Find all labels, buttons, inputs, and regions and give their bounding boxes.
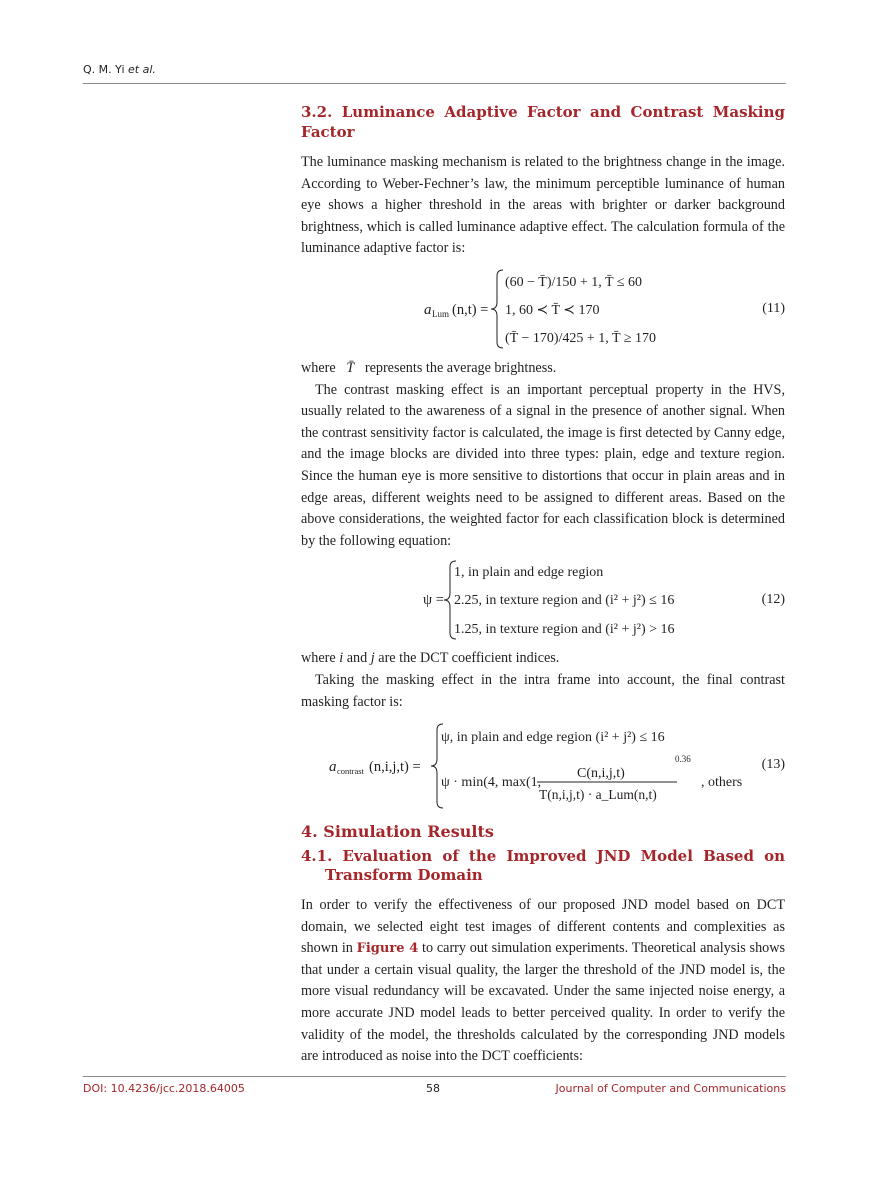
author-etal: et al. — [128, 63, 156, 76]
eq13-exponent: 0.36 — [675, 754, 691, 765]
paragraph-final-contrast: Taking the masking effect in the intra frame into account, the final contrast masking factor is: — [301, 671, 785, 710]
eq13-numerator: C(n,i,j,t) — [577, 766, 625, 782]
eq12-lhs: ψ = — [423, 592, 444, 609]
equation-13-graphic — [301, 719, 785, 811]
eq11-lhs-sub: Lum — [432, 308, 449, 319]
running-header-author — [83, 63, 156, 76]
footer-journal-link[interactable]: Journal of Computer and Communications — [555, 1082, 786, 1095]
where2-text-b: are the DCT coefficient indices. — [378, 650, 560, 667]
where2-and: and — [346, 650, 368, 667]
eq13-lhs-args: (n,i,j,t) = — [369, 759, 421, 776]
eq13-case-2-pre: ψ · min(4, max(1, — [441, 775, 542, 791]
paragraph-contrast-masking: The contrast masking effect is an important perceptual property in the HVS, usually related to the awareness of a signal in the presence of another signal. When the contrast sensitivity factor is calculated, the image is first detected by Canny edge, and the image blocks are divided into three types: plain, edge and texture region. Since the human eye is more sensitive to distortions that occur in plain areas and in edge areas, different weights need to be assigned to different areas. Based on the above considerations, the weighted factor for each classification block is determined by the following equation: — [301, 381, 785, 549]
footer-rule — [83, 1076, 786, 1077]
where2-i: i — [339, 650, 344, 667]
section-heading-3-2: 3.2. Luminance Adaptive Factor and Contrast Masking Factor — [301, 103, 785, 141]
eq12-case-2: 2.25, in texture region and (i² + j²) ≤ 16 — [454, 593, 675, 609]
where1-symbol: T̄ — [346, 359, 355, 376]
footer-doi-link[interactable]: DOI: 10.4236/jcc.2018.64005 — [83, 1082, 245, 1095]
equation-12-graphic — [301, 556, 785, 644]
footer-page-number: 58 — [426, 1082, 440, 1095]
equation-number-13: (13) — [761, 757, 785, 773]
eq13-case-2-post: , others — [701, 775, 743, 791]
paragraph-simulation — [301, 895, 785, 1068]
where-dct-indices — [301, 648, 785, 670]
where-average-brightness — [301, 358, 785, 380]
eq13-denominator: T(n,i,j,t) · a_Lum(n,t) — [539, 787, 657, 803]
eq11-brace — [491, 270, 503, 348]
eq11-case-3: (T̄ − 170)/425 + 1, T̄ ≥ 170 — [505, 330, 657, 346]
where2-text-a: where — [301, 650, 336, 667]
eq12-case-1: 1, in plain and edge region — [454, 565, 604, 581]
where2-j: j — [370, 650, 375, 667]
equation-12 — [301, 556, 785, 644]
section-heading-4-1: 4.1. Evaluation of the Improved JND Model Based on Transform Domain — [301, 847, 785, 885]
eq13-lhs-a: a — [329, 759, 337, 776]
where1-text-a: where — [301, 359, 336, 376]
figure-4-link[interactable]: Figure 4 — [356, 941, 419, 957]
main-content — [301, 100, 785, 1068]
eq13-lhs-sub: contrast — [337, 766, 364, 777]
section-heading-4: 4. Simulation Results — [301, 822, 494, 842]
simulation-text-b: to carry out simulation experiments. Theoretical analysis shows that under a certain visual quality, the larger the threshold of the JND model is, the more visual redundancy will be excavated. Under the same injected noise energy, a more accurate JND model leads to better perceived quality. In order to verify the validity of the model, the thresholds calculated by the corresponding JND models are introduced as noise into the DCT coefficients: — [301, 940, 786, 1065]
author-name: Q. M. Yi — [83, 63, 125, 76]
where1-text-b: represents the average brightness. — [364, 359, 557, 376]
eq11-case-1: (60 − T̄)/150 + 1, T̄ ≤ 60 — [505, 274, 643, 290]
equation-number-12: (12) — [761, 592, 785, 608]
equation-11-graphic — [301, 264, 785, 354]
eq11-lhs-a: a — [424, 301, 432, 318]
eq12-case-3: 1.25, in texture region and (i² + j²) > 16 — [454, 622, 675, 638]
eq13-case-1: ψ, in plain and edge region (i² + j²) ≤ 16 — [441, 730, 665, 746]
eq11-lhs-args: (n,t) = — [452, 301, 489, 318]
paragraph-luminance: The luminance masking mechanism is related to the brightness change in the image. According to Weber-Fechner’s law, the minimum perceptible luminance of human eye shows a higher threshold in the areas with brighter or darker background brightness, which is called luminance adaptive effect. The calculation formula of the luminance adaptive factor is: — [301, 154, 785, 257]
equation-11 — [301, 264, 785, 354]
simulation-text-a: In order to verify the effectiveness of our proposed JND model based on DCT domain, we selected eight test images of different contents and complexities as shown in — [301, 897, 785, 957]
equation-13 — [301, 719, 785, 811]
header-rule — [83, 83, 786, 84]
equation-number-11: (11) — [762, 301, 785, 317]
eq11-case-2: 1, 60 ≺ T̄ ≺ 170 — [505, 302, 600, 318]
